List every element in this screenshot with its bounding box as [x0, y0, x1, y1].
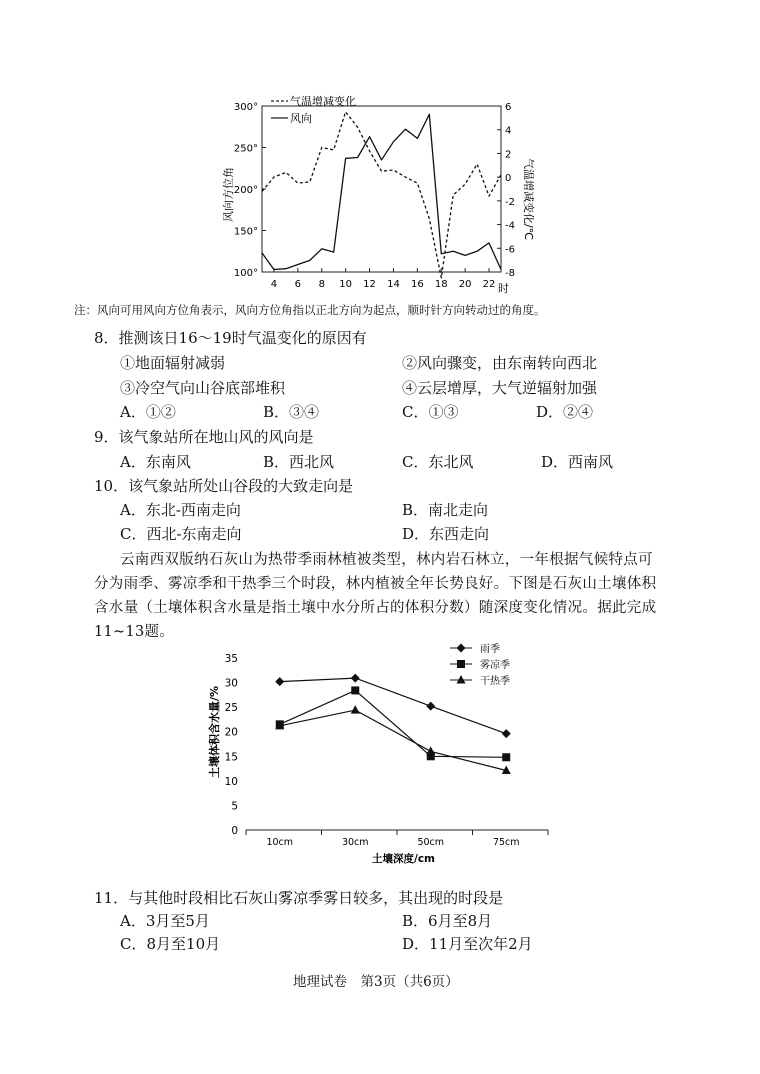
- chart1-right-tick-label: 4: [505, 125, 512, 137]
- q8-option-b[interactable]: B．③④: [263, 403, 320, 421]
- chart1-x-tick-label: 8: [318, 279, 325, 290]
- chart2-x-tick-label: 50cm: [417, 837, 445, 848]
- chart1-x-unit: 时: [498, 282, 509, 295]
- q9-option-a[interactable]: A．东南风: [120, 453, 191, 471]
- chart2-x-tick-label: 75cm: [492, 837, 520, 848]
- chart1-x-tick-label: 20: [458, 279, 472, 290]
- chart2-legend: [450, 642, 510, 687]
- intro-line-2: 分为雨季、雾凉季和干热季三个时段，林内植被全年长势良好。下图是石灰山土壤体积: [94, 576, 657, 592]
- question-11-stem: 11．与其他时段相比石灰山雾凉季雾日较多，其出现的时段是: [94, 889, 504, 907]
- legend-temperature: 气温增减变化: [290, 95, 356, 108]
- chart2-y-tick-label: 5: [231, 800, 238, 813]
- chart2-legend-label: 干热季: [480, 676, 510, 687]
- chart2-x-tick-label: 10cm: [266, 837, 294, 848]
- chart2-y-tick-label: 30: [224, 677, 238, 690]
- chart1-right-tick-label: -4: [505, 220, 515, 232]
- intro-line-1: 云南西双版纳石灰山为热带季雨林植被类型，林内岩石林立，一年根据气候特点可: [120, 552, 653, 568]
- q8-statement-3: ③冷空气向山谷底部堆积: [120, 379, 286, 397]
- chart2-point-triangle: [426, 746, 435, 755]
- chart2-y-tick-label: 25: [224, 702, 238, 715]
- chart1-ylabel-right: 气温增减变化/℃: [522, 158, 535, 241]
- chart2-point-diamond: [426, 702, 435, 711]
- chart2-point-diamond: [502, 729, 511, 738]
- wind-temperature-chart: [0, 0, 760, 300]
- q10-option-a[interactable]: A．东北-西南走向: [120, 501, 241, 519]
- chart2-y-tick-label: 20: [224, 726, 238, 739]
- chart1-x-tick-label: 22: [482, 279, 496, 290]
- chart1-x-tick-label: 12: [363, 279, 376, 290]
- intro-line-3: 含水量（土壤体积含水量是指土壤中水分所占的体积分数）随深度变化情况。据此完成: [94, 600, 657, 616]
- chart2-xlabel: 土壤深度/cm: [372, 853, 435, 865]
- chart2-legend-marker: [457, 675, 466, 684]
- chart1-right-tick-label: 6: [505, 102, 512, 113]
- chart1-right-tick-label: -8: [505, 268, 515, 279]
- q11-option-b[interactable]: B．6月至8月: [402, 912, 493, 930]
- legend-wind: 风向: [290, 112, 312, 125]
- q8-option-a[interactable]: A．①②: [120, 403, 176, 421]
- q8-option-d[interactable]: D．②④: [536, 403, 594, 421]
- chart2-y-tick-label: 10: [224, 775, 238, 788]
- chart1-left-tick-label: 250°: [233, 143, 258, 155]
- q10-option-d[interactable]: D．东西走向: [402, 525, 490, 543]
- q8-statement-2: ②风向骤变，由东南转向西北: [402, 354, 598, 372]
- q9-option-b[interactable]: B．西北风: [263, 453, 335, 471]
- chart2-legend-marker: [457, 644, 466, 653]
- question-8-stem: 8．推测该日16～19时气温变化的原因有: [94, 329, 367, 347]
- q11-option-a[interactable]: A．3月至5月: [120, 912, 210, 930]
- q8-statement-4: ④云层增厚，大气逆辐射加强: [402, 379, 598, 397]
- chart1-left-tick-label: 100°: [233, 268, 258, 279]
- question-9-stem: 9．该气象站所在地山风的风向是: [94, 428, 314, 446]
- chart2-legend-label: 雾凉季: [480, 660, 510, 671]
- chart1-right-tick-label: -2: [505, 196, 515, 208]
- chart2-legend-marker: [457, 660, 465, 668]
- q11-option-d[interactable]: D．11月至次年2月: [402, 935, 533, 953]
- chart1-x-tick-label: 14: [387, 279, 400, 290]
- chart1-ylabel-left: 风向方位角: [222, 167, 235, 222]
- chart2-y-tick-label: 0: [231, 825, 238, 837]
- chart2-series-line-2: [280, 710, 507, 770]
- chart2-series-line-1: [280, 690, 507, 757]
- chart2-point-square: [502, 753, 510, 761]
- chart2-y-tick-label: 15: [224, 751, 238, 764]
- chart1-right-tick-label: -6: [505, 244, 515, 256]
- chart2-point-diamond: [351, 674, 360, 683]
- q8-option-c[interactable]: C．①③: [402, 403, 459, 421]
- chart1-x-tick-label: 4: [270, 279, 278, 290]
- intro-line-4: 11~13题。: [94, 624, 175, 640]
- q9-option-c[interactable]: C．东北风: [402, 453, 474, 471]
- q11-option-c[interactable]: C．8月至10月: [120, 935, 221, 953]
- chart1-x-tick-label: 16: [410, 279, 424, 290]
- chart1-x-tick-label: 6: [294, 279, 302, 290]
- chart1-right-tick-label: 2: [505, 149, 512, 161]
- chart2-legend-label: 雨季: [480, 644, 500, 655]
- chart2-point-square: [351, 686, 359, 694]
- chart1-left-tick-label: 150°: [233, 226, 258, 238]
- chart1-x-tick-label: 18: [434, 279, 448, 290]
- chart1-left-tick-label: 300°: [233, 102, 258, 113]
- chart2-point-diamond: [275, 677, 284, 686]
- q10-option-c[interactable]: C．西北-东南走向: [120, 525, 242, 543]
- q8-statement-1: ①地面辐射减弱: [120, 354, 226, 372]
- chart1-right-tick-label: 0: [505, 173, 512, 185]
- chart2-x-tick-label: 30cm: [341, 837, 369, 848]
- chart2-point-triangle: [351, 705, 360, 714]
- chart2-y-tick-label: 35: [224, 653, 238, 665]
- temperature-change-line: [262, 112, 501, 278]
- wind-direction-line: [262, 114, 501, 269]
- chart1-x-tick-label: 10: [339, 279, 353, 290]
- page-footer: 地理试卷 第3页（共6页）: [293, 974, 459, 990]
- soil-moisture-chart: [0, 640, 760, 880]
- chart2-series-line-0: [280, 678, 507, 734]
- question-10-stem: 10．该气象站所处山谷段的大致走向是: [94, 477, 354, 495]
- q10-option-b[interactable]: B．南北走向: [402, 501, 489, 519]
- chart-note: 注：风向可用风向方位角表示，风向方位角指以正北方向为起点，顺时针方向转动过的角度。: [74, 303, 546, 317]
- chart1-left-tick-label: 200°: [233, 185, 258, 196]
- chart1-plot-frame: [262, 106, 501, 272]
- q9-option-d[interactable]: D．西南风: [541, 453, 614, 471]
- chart2-ylabel: 土壤体积含水量/%: [208, 685, 221, 778]
